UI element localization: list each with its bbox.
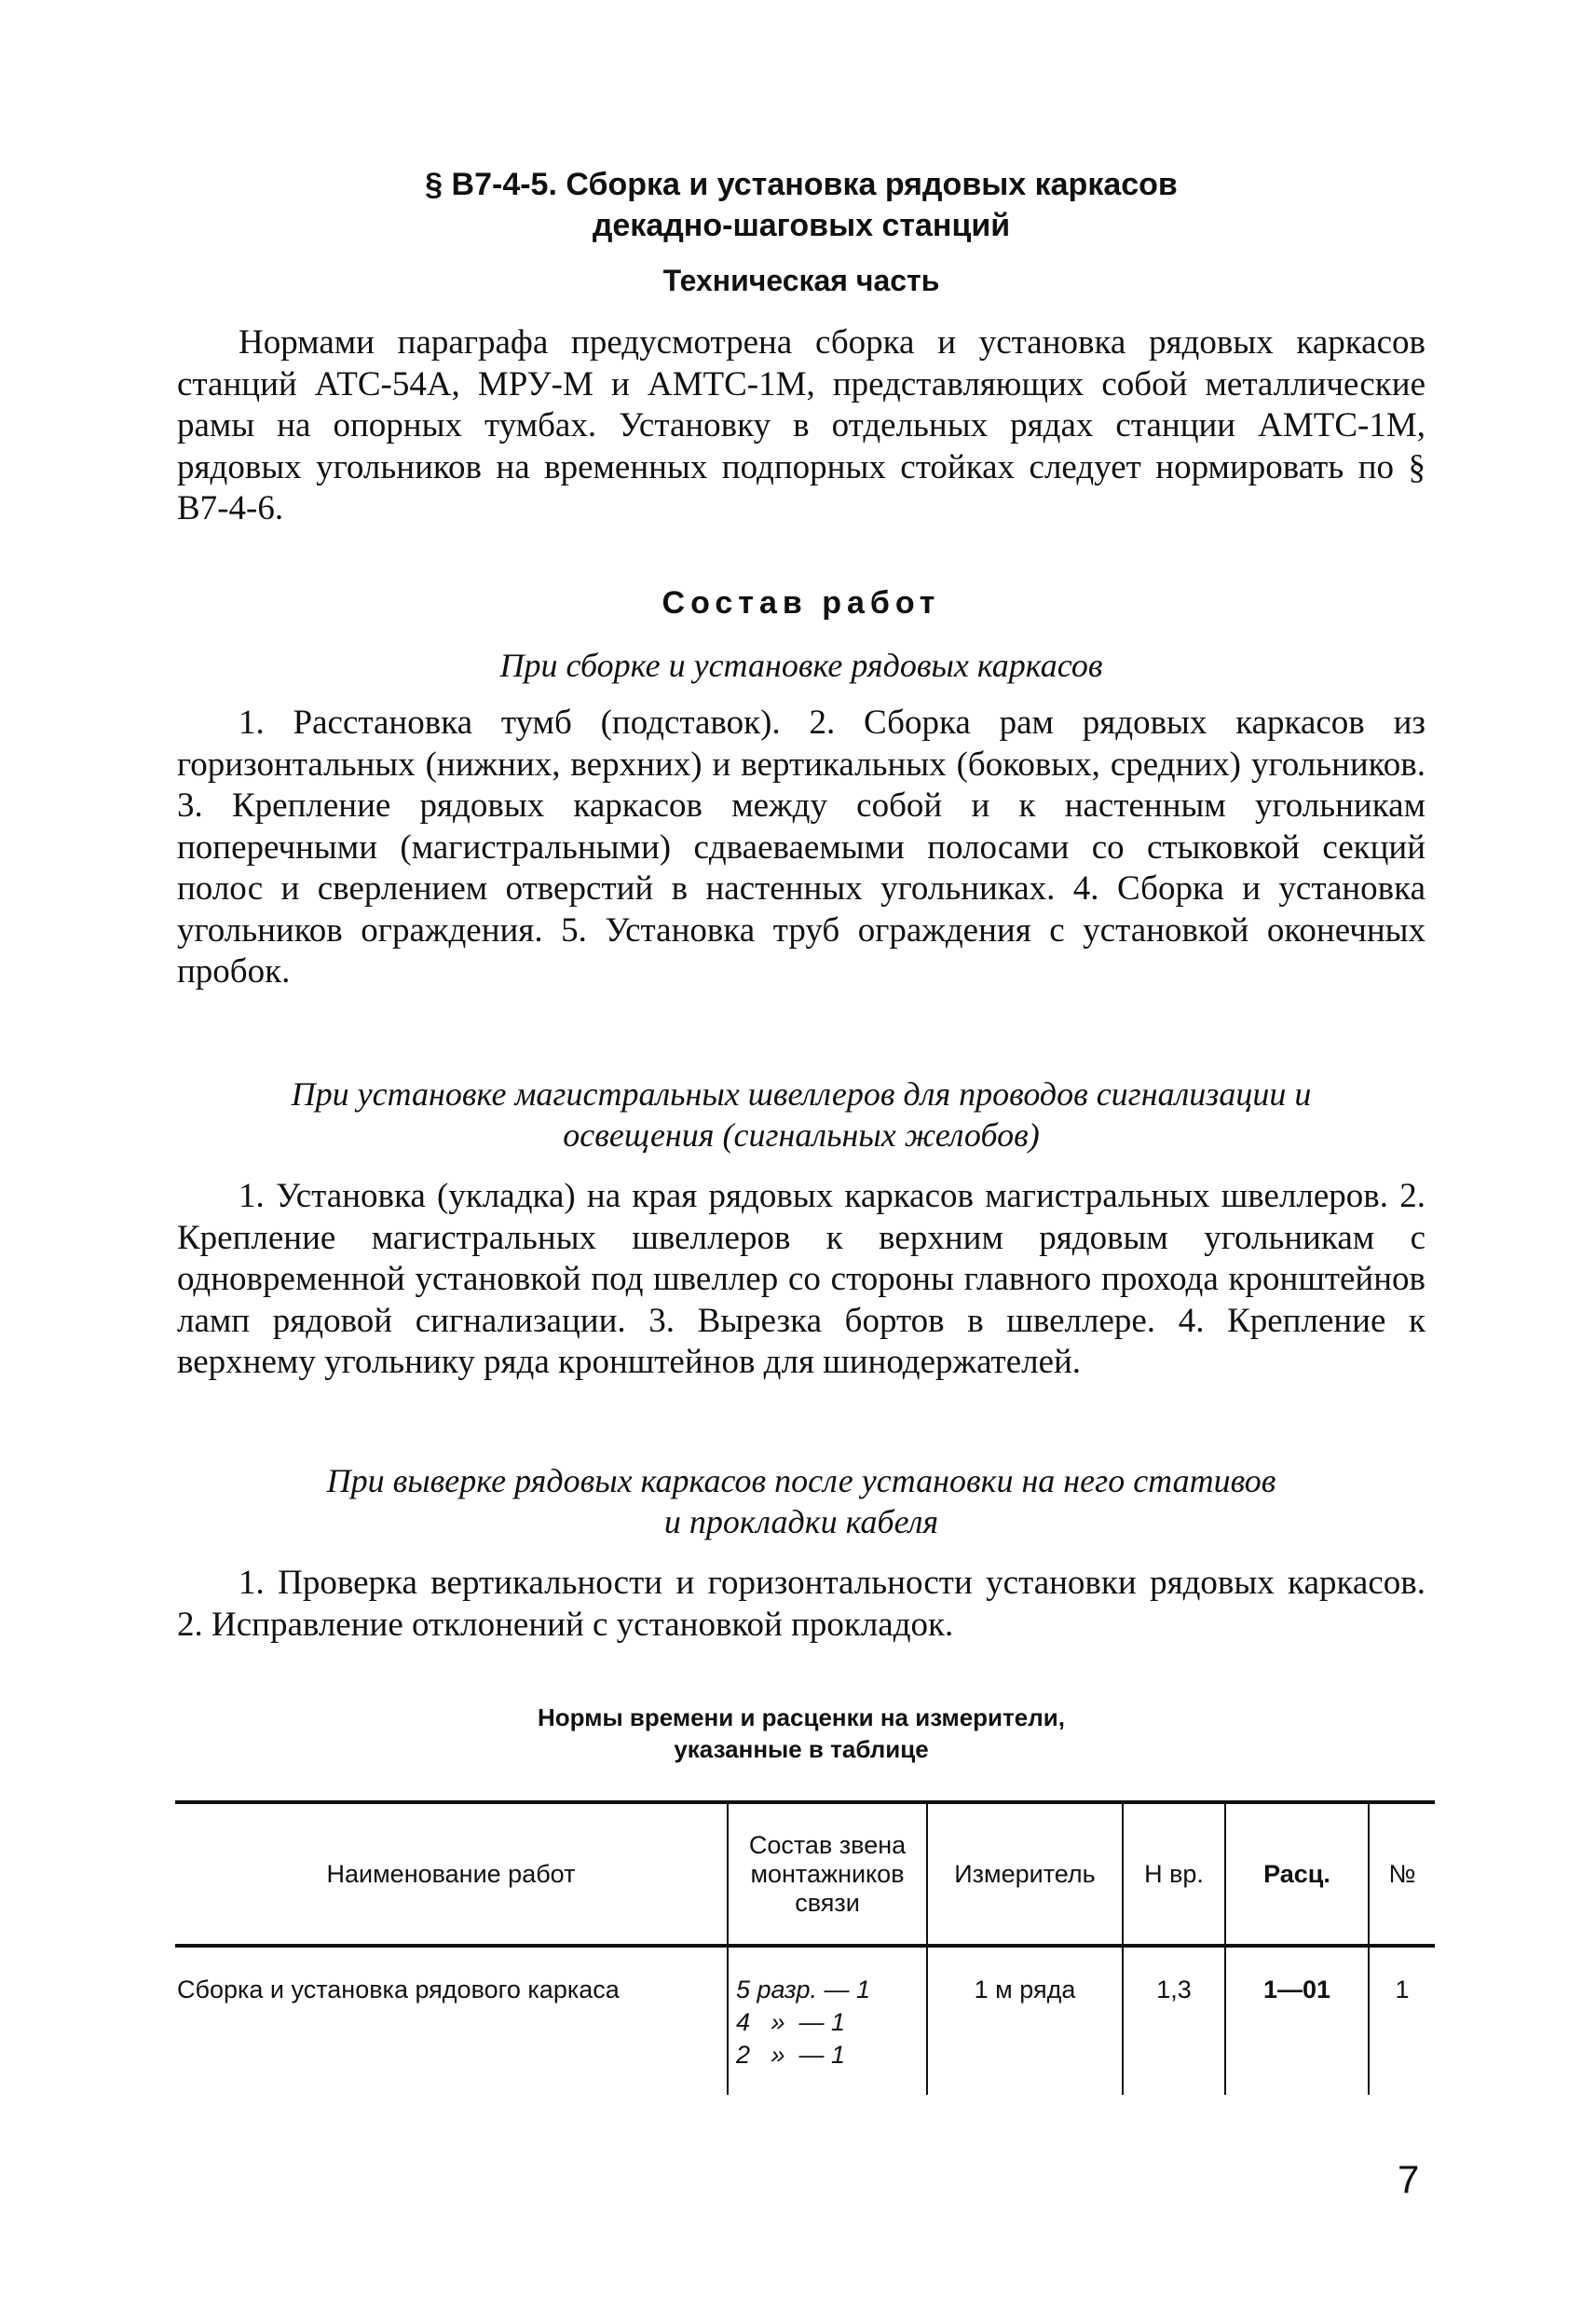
cell-norm: 1,3 (1123, 1946, 1225, 2095)
norms-table (175, 1800, 1435, 2095)
table-row (175, 1946, 1435, 2095)
page-number: 7 (1398, 2157, 1420, 2201)
header-unit: Измеритель (927, 1802, 1123, 1946)
subsection-heading-1: При сборке и установке рядовых каркасов (499, 647, 1103, 684)
crew-line: 5 разр. — 1 (736, 1976, 871, 2003)
header-norm: Н вр. (1123, 1802, 1225, 1946)
table-title (177, 1702, 1425, 1765)
crew-line: 2 » — 1 (736, 2041, 846, 2069)
subsection-text-3: 1. Проверка вертикальности и горизонтальности установки рядовых каркасов. 2. Исправление отклонений с установкой прокладок. (177, 1564, 1425, 1644)
header-work-name: Наименование работ (175, 1802, 728, 1946)
subsection-heading-2: При установке магистральных швеллеров для проводов сигнализации и освещения (сигнальных желобов) (291, 1075, 1312, 1154)
table-title-line-2: указанные в таблице (674, 1735, 929, 1763)
subsection-heading-3: При выверке рядовых каркасов после установки на него стативов и прокладки кабеля (326, 1462, 1276, 1540)
crew-line: 4 » — 1 (736, 2008, 846, 2036)
work-heading: Состав работ (662, 585, 941, 621)
subsection-text-1: 1. Расстановка тумб (подставок). 2. Сборка рам рядовых каркасов из горизонтальных (нижних, верхних) и вертикальных (боковых, средних) угольников. 3. Крепление рядовых каркасов между собой и к настенным угольникам поперечными (магистральными) сдваеваемыми полосами со стыковкой секций полос и сверлением отверстий в настенных угольниках. 4. Сборка и установка угольников ограждения. 5. Установка труб ограждения с установкой оконечных пробок. (177, 704, 1425, 991)
cell-unit: 1 м ряда (927, 1946, 1123, 2095)
cell-rate: 1—01 (1225, 1946, 1369, 2095)
table-title-line-1: Нормы времени и расценки на измерители, (538, 1703, 1065, 1731)
header-number: № (1369, 1802, 1435, 1946)
section-title (177, 164, 1425, 246)
tech-paragraph: Нормами параграфа предусмотрена сборка и установка рядовых каркасов станций АТС-54А, МРУ-М и АМТС-1М, представляющих собой металлические рамы на опорных тумбах. Установку в отдельных рядах станции АМТС-1М, рядовых угольников на временных подпорных стойках следует нормировать по § В7-4-6. (177, 323, 1425, 527)
cell-work-name: Сборка и установка рядового каркаса (177, 1976, 620, 2003)
cell-number: 1 (1369, 1946, 1435, 2095)
cell-crew (728, 1946, 927, 2095)
title-line-2: декадно-шаговых станций (592, 208, 1011, 243)
subsection-text-2: 1. Установка (укладка) на края рядовых каркасов магистральных швеллеров. 2. Крепление магистральных швеллеров к верхним рядовым угольникам с одновременной установкой под швеллер со стороны главного прохода кронштейнов ламп рядовой сигнализации. 3. Вырезка бортов в швеллере. 4. Крепление к верхнему угольнику ряда кронштейнов для шинодержателей. (177, 1177, 1425, 1381)
tech-heading: Техническая часть (662, 264, 940, 297)
header-crew: Состав звена монтажников связи (728, 1802, 927, 1946)
title-line-1: § В7-4-5. Сборка и установка рядовых каркасов (425, 167, 1178, 202)
table-header-row (175, 1802, 1435, 1946)
header-rate: Расц. (1225, 1802, 1369, 1946)
